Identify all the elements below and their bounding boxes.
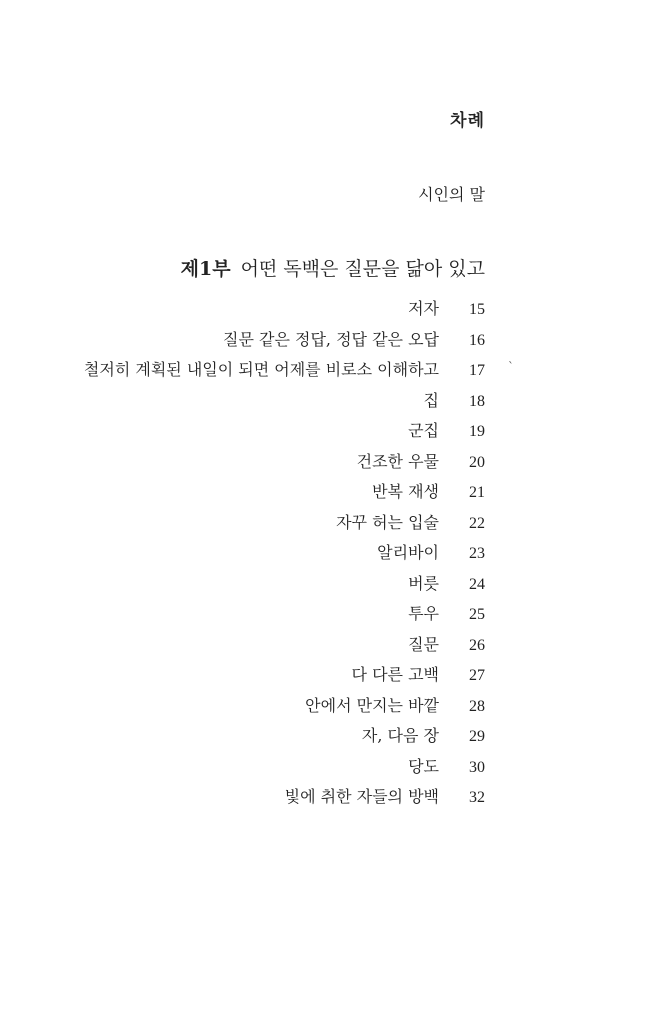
toc-entry bbox=[0, 479, 485, 510]
toc-entry bbox=[0, 540, 485, 571]
entry-title: 철저히 계획된 내일이 되면 어제를 비로소 이해하고 bbox=[83, 360, 439, 379]
entry-title: 저자 bbox=[408, 299, 439, 318]
entry-title: 건조한 우물 bbox=[356, 451, 439, 471]
toc-entry bbox=[0, 784, 485, 815]
entry-title: 빛에 취한 자들의 방백 bbox=[284, 787, 439, 806]
toc-entry bbox=[0, 723, 485, 754]
preface-entry: 시인의 말 bbox=[418, 185, 485, 204]
toc-entry bbox=[0, 754, 485, 785]
entry-page-number: 24 bbox=[469, 575, 485, 593]
part-heading bbox=[181, 254, 485, 281]
entry-page-number: 22 bbox=[469, 514, 485, 532]
toc-entry bbox=[0, 510, 485, 541]
entry-page-number: 27 bbox=[469, 667, 485, 684]
entry-page-number: 20 bbox=[469, 453, 485, 471]
entry-title: 질문 같은 정답, 정답 같은 오답 bbox=[223, 329, 439, 349]
entry-page-number: 25 bbox=[469, 606, 485, 623]
entry-page-number: 26 bbox=[469, 636, 485, 654]
toc-title: 차례 bbox=[450, 111, 485, 131]
entry-page-number: 21 bbox=[469, 484, 485, 501]
entry-page-number: 30 bbox=[469, 758, 485, 776]
toc-entry bbox=[0, 601, 485, 632]
entry-page-number: 28 bbox=[469, 697, 485, 715]
entry-title: 자, 다음 장 bbox=[361, 726, 439, 745]
toc-entry bbox=[0, 632, 485, 663]
toc-entry bbox=[0, 449, 485, 480]
entry-page-number: 23 bbox=[469, 545, 485, 562]
toc-entry bbox=[0, 571, 485, 602]
entry-title: 투우 bbox=[408, 604, 439, 623]
entry-title: 안에서 만지는 바깥 bbox=[305, 695, 439, 715]
toc-entry bbox=[0, 418, 485, 449]
entry-page-number: 19 bbox=[469, 423, 485, 440]
stray-mark: ` bbox=[508, 360, 514, 374]
entry-title: 버릇 bbox=[408, 573, 439, 593]
entry-page-number: 29 bbox=[469, 728, 485, 745]
part-label: 제1부 bbox=[180, 258, 231, 280]
entry-title: 자꾸 허는 입술 bbox=[336, 512, 439, 532]
entry-title: 다 다른 고백 bbox=[351, 665, 439, 684]
toc-entry bbox=[0, 296, 485, 327]
toc-entries bbox=[0, 296, 485, 815]
entry-page-number: 18 bbox=[469, 392, 485, 410]
toc-entry bbox=[0, 388, 485, 419]
toc-entry bbox=[0, 662, 485, 693]
entry-title: 군집 bbox=[408, 421, 439, 440]
part-title: 어떤 독백은 질문을 닮아 있고 bbox=[240, 258, 485, 280]
entry-page-number: 17 bbox=[469, 362, 485, 379]
entry-page-number: 32 bbox=[469, 789, 485, 806]
toc-entry bbox=[0, 357, 485, 388]
entry-page-number: 15 bbox=[469, 301, 485, 318]
entry-title: 당도 bbox=[408, 756, 439, 776]
entry-title: 질문 bbox=[408, 634, 439, 654]
entry-title: 집 bbox=[423, 390, 439, 410]
entry-title: 알리바이 bbox=[377, 543, 439, 562]
entry-page-number: 16 bbox=[469, 331, 485, 349]
toc-entry bbox=[0, 327, 485, 358]
toc-entry bbox=[0, 693, 485, 724]
entry-title: 반복 재생 bbox=[372, 482, 439, 501]
